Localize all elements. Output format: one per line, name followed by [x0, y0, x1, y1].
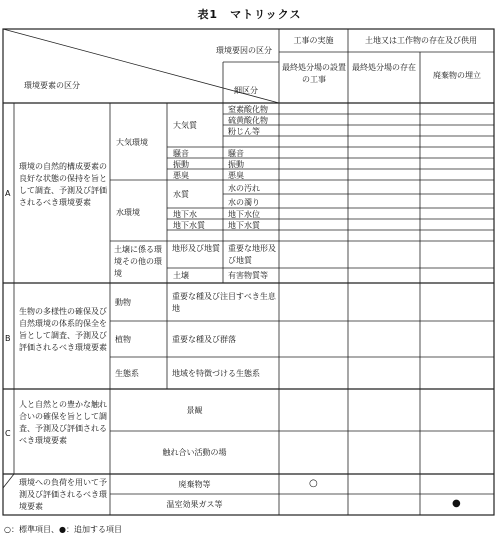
element-label: 環境要素の区分: [24, 81, 80, 90]
ecosystem-item: 地域を特徴づける生態系: [172, 369, 260, 378]
vibration-item: 振動: [228, 160, 244, 169]
groundwater-level-item: 地下水位: [228, 210, 260, 219]
landscape-item: 景観: [186, 406, 203, 415]
water-dirt-item: 水の汚れ: [228, 184, 260, 193]
air-environment: 大気環境: [116, 138, 148, 147]
dust-item: 粉じん等: [228, 127, 260, 136]
so2-item: 硫黄酸化物: [228, 116, 268, 125]
soil-category: 土壌: [173, 271, 189, 280]
plant-item: 重要な種及び群落: [172, 335, 236, 344]
water-quality: 水質: [173, 190, 189, 199]
group-b-letter: B: [5, 334, 11, 343]
contact-place-item: 触れ合い活動の場: [162, 448, 227, 457]
no2-item: 窒素酸化物: [228, 105, 268, 114]
animal-item: 重要な種及び注目すべき生息地: [172, 292, 276, 313]
groundwater-quality-item: 地下水質: [228, 221, 260, 230]
subdiv-label: 細区分: [234, 86, 258, 95]
ghg-item: 温室効果ガス等: [166, 500, 223, 509]
noise-category: 騒音: [173, 149, 189, 158]
odor-item: 悪臭: [228, 171, 244, 180]
group-a-desc: 環境の自然的構成要素の良好な状態の保持を旨として調査、予測及び評価されるべき環境要素: [19, 162, 107, 207]
waste-item: 廃棄物等: [178, 480, 211, 489]
odor-category: 悪臭: [173, 171, 189, 180]
col-construct-header: 工事の実施: [293, 36, 334, 45]
standard-item-mark: ○: [309, 478, 318, 489]
noise-item: 騒音: [228, 149, 244, 158]
group-a-letter: A: [5, 189, 11, 198]
factor-label: 環境要因の区分: [216, 46, 272, 55]
groundwater-quality-category: 地下水質: [173, 221, 205, 230]
air-quality: 大気質: [173, 121, 197, 130]
water-turbidity-item: 水の濁り: [228, 198, 260, 207]
col1-header: 最終処分場の設置の工事: [282, 63, 346, 84]
added-item-mark: ●: [452, 498, 461, 509]
group-b-desc: 生物の多様性の確保及び自然環境の体系的保全を旨として調査、予測及び評価されるべき環境要素: [19, 307, 107, 352]
soil-item: 有害物質等: [228, 271, 268, 280]
col3-header: 廃棄物の埋立: [433, 71, 481, 80]
topography: 地形及び地質: [172, 244, 220, 253]
vibration-category: 振動: [173, 160, 189, 169]
topography-item: 重要な地形及び地質: [228, 244, 276, 265]
animal-category: 動物: [115, 298, 131, 307]
groundwater-category: 地下水: [173, 210, 197, 219]
col-exist-header: 土地又は工作物の存在及び供用: [365, 36, 477, 45]
col2-header: 最終処分場の存在: [352, 63, 416, 72]
footnote: ○：標準項目、●：追加する項目: [4, 525, 122, 534]
water-environment: 水環境: [116, 208, 140, 217]
group-c-letter: C: [5, 429, 11, 438]
group-d-desc: 環境への負荷を用いて予測及び評価されるべき環境要素: [19, 478, 107, 511]
group-c-desc: 人と自然との豊かな触れ合いの確保を旨として調査、予測及び評価されるべき環境要素: [19, 400, 107, 445]
plant-category: 植物: [115, 335, 131, 344]
table-title: 表1 マトリックス: [197, 8, 302, 21]
ecosystem-category: 生態系: [115, 369, 139, 378]
soil-environment: 土壌に係る環境その他の環境: [114, 245, 162, 278]
